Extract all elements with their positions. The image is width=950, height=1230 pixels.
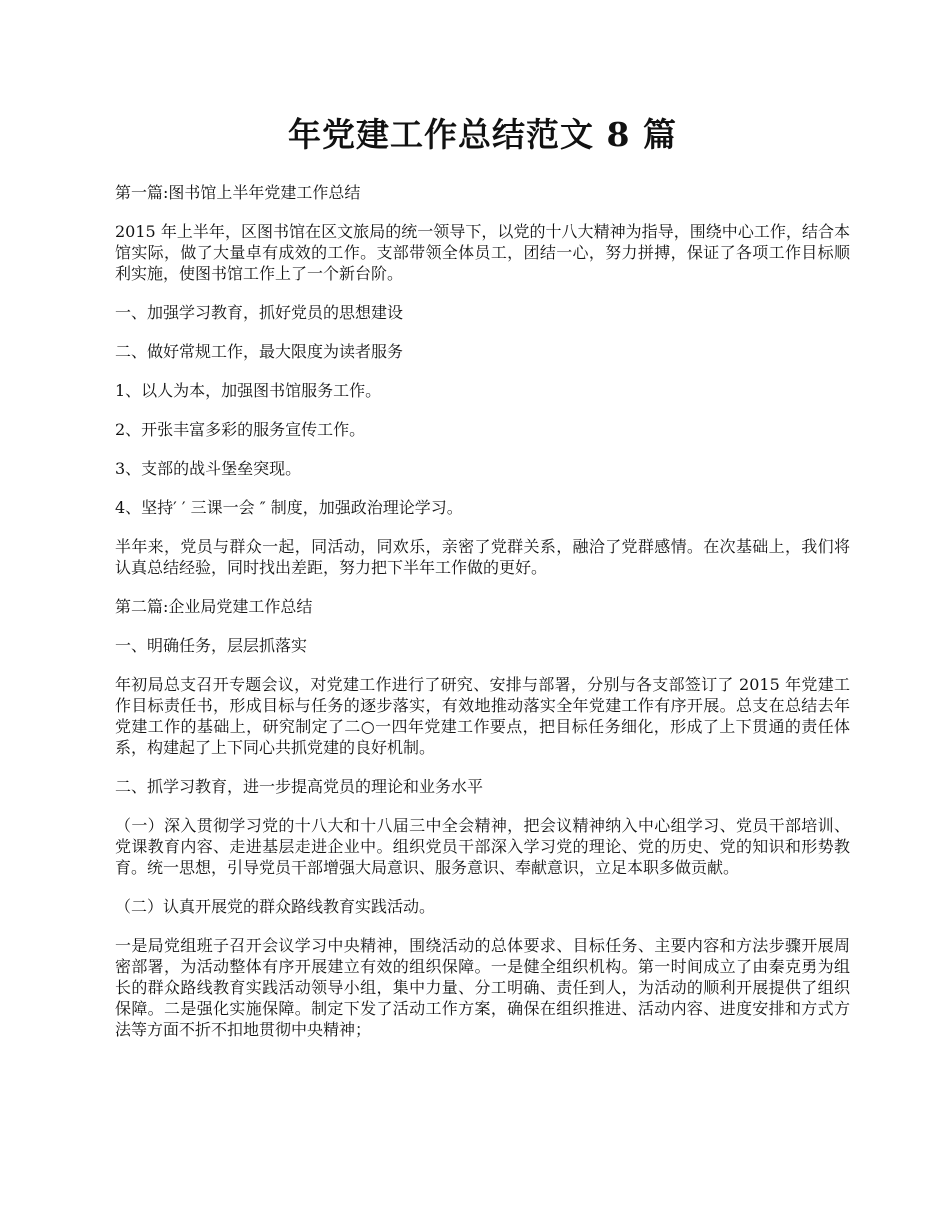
subheading: 一、加强学习教育，抓好党员的思想建设 [115, 303, 404, 322]
subheading: （二）认真开展党的群众路线教育实践活动。 [115, 897, 436, 916]
subheading: 一、明确任务，层层抓落实 [115, 636, 308, 655]
list-item: 4、坚持′ ′ 三课一会 ″ 制度，加强政治理论学习。 [115, 498, 463, 517]
list-item: 3、支部的战斗堡垒突现。 [115, 459, 302, 478]
body-paragraph: 2015 年上半年，区图书馆在区文旅局的统一领导下，以党的十八大精神为指导，围绕中心工作，结合本馆实际，做了大量卓有成效的工作。支部带领全体员工，团结一心，努力拼搏，保证了各项工作目标顺利实施，使图书馆工作上了一个新台阶。 [115, 222, 850, 283]
list-item: 1、以人为本，加强图书馆服务工作。 [115, 381, 382, 400]
subheading: 二、抓学习教育，进一步提高党员的理论和业务水平 [115, 777, 484, 796]
section-heading-1: 第一篇:图书馆上半年党建工作总结 [115, 183, 361, 202]
body-paragraph: （一）深入贯彻学习党的十八大和十八届三中全会精神，把会议精神纳入中心组学习、党员干部培训、党课教育内容、走进基层走进企业中。组织党员干部深入学习党的理论、党的历史、党的知识和形势教育。统一思想，引导党员干部增强大局意识、服务意识、奉献意识，立足本职多做贡献。 [115, 816, 850, 877]
list-item: 2、开张丰富多彩的服务宣传工作。 [115, 420, 366, 439]
document-page [115, 0, 850, 1040]
body-paragraph: 一是局党组班子召开会议学习中央精神，围绕活动的总体要求、目标任务、主要内容和方法步骤开展周密部署，为活动整体有序开展建立有效的组织保障。一是健全组织机构。第一时间成立了由秦克勇为组长的群众路线教育实践活动领导小组，集中力量、分工明确、责任到人，为活动的顺利开展提供了组织保障。二是强化实施保障。制定下发了活动工作方案，确保在组织推进、活动内容、进度安排和方式方法等方面不折不扣地贯彻中央精神； [115, 936, 850, 1039]
document-title: 年党建工作总结范文 8 篇 [288, 115, 677, 154]
section-heading-2: 第二篇:企业局党建工作总结 [115, 597, 313, 616]
body-paragraph: 半年来，党员与群众一起，同活动，同欢乐，亲密了党群关系，融洽了党群感情。在次基础上，我们将认真总结经验，同时找出差距，努力把下半年工作做的更好。 [115, 537, 850, 577]
body-paragraph: 年初局总支召开专题会议，对党建工作进行了研究、安排与部署，分别与各支部签订了 2015 年党建工作目标责任书，形成目标与任务的逐步落实，有效地推动落实全年党建工作有序开展。总支在总结去年党建工作的基础上，研究制定了二○一四年党建工作要点，把目标任务细化，形成了上下贯通的责任体系，构建起了上下同心共抓党建的良好机制。 [115, 675, 850, 757]
subheading: 二、做好常规工作，最大限度为读者服务 [115, 342, 404, 361]
